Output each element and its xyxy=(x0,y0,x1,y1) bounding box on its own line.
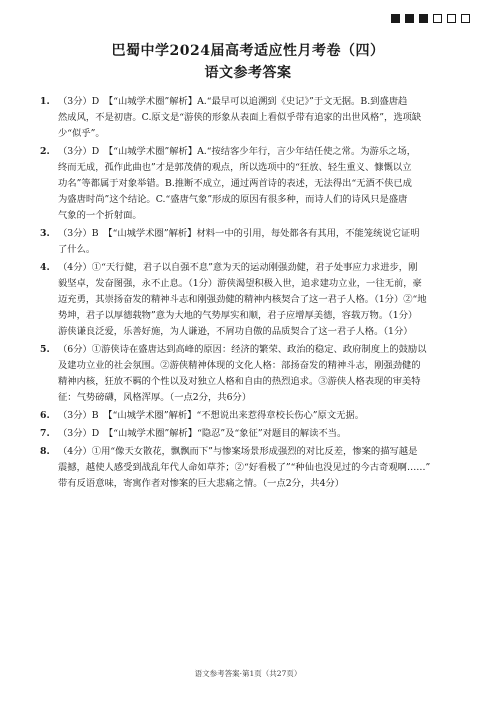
answer-text-line: 气象的一个折射面。 xyxy=(58,210,142,221)
answer-text-line: 带有反语意味，寄寓作者对惨案的巨大悲痛之情。（一点2分，共4分） xyxy=(58,478,345,489)
answer-text-line: （3分）D 【“山城学术圈”解析】“隐忍”及“象征”对题目的解读不当。 xyxy=(58,428,347,439)
answer-number: 3. xyxy=(40,228,50,239)
answer-item xyxy=(40,226,460,258)
answer-text-line: （4分）①“天行健，君子以自强不息”意为天的运动刚强劲健，君子处事应力求进步，刚 xyxy=(58,262,418,273)
empty-square-icon xyxy=(447,14,456,23)
answer-text-line: 震撼，越使人感受到战乱年代人命如草芥；②“好看极了”“种仙也没见过的今古奇观啊……” xyxy=(58,462,431,473)
answer-item xyxy=(40,342,460,406)
answer-list xyxy=(40,94,460,494)
filled-square-icon xyxy=(391,14,400,23)
answer-text-line: 精神内核，狂放不羁的个性以及对独立人格和自由的热烈追求。③游侠人格表现的审美特 xyxy=(58,376,421,387)
answer-text-line: 征：气势磅礴，风格浑厚。（一点2分，共6分） xyxy=(58,392,252,403)
answer-number: 1. xyxy=(40,96,50,107)
progress-squares xyxy=(391,14,470,23)
answer-text-line: 游侠谦良泛爱，乐善好施，为人谦逊，不屑功自傲的品质契合了这一君子人格。（1分） xyxy=(58,326,413,337)
answer-number: 7. xyxy=(40,428,50,439)
page-subtitle: 语文参考答案 xyxy=(204,65,292,81)
answer-item xyxy=(40,94,460,142)
answer-number: 4. xyxy=(40,262,50,273)
answer-number: 6. xyxy=(40,410,50,421)
answer-text-line: 为盛唐时尚”这个结论。C.“盛唐气象”形成的原因有很多种，而诗人们的诗风只是盛唐 xyxy=(58,194,408,205)
answer-item xyxy=(40,260,460,340)
answer-text-line: （3分）D 【“山城学术圈”解析】A.“按结客少年行，言少年结任使之常。为游乐之场， xyxy=(58,146,417,157)
answer-number: 8. xyxy=(40,446,50,457)
answer-text-line: 迈充勇，其崇扬奋发的精神斗志和刚强劲健的精神内核契合了这一君子人格。（1分）②“地 xyxy=(58,294,427,305)
answer-text-line: 然成风，不是初唐。C.原文是“游侠的形象从表面上看似乎带有追家的出世风格”，选项缺 xyxy=(58,112,422,123)
filled-square-icon xyxy=(419,14,428,23)
answer-item xyxy=(40,408,460,424)
answer-text-line: 势坤，君子以厚德载物”意为大地的气势厚实和顺，君子应增厚美德，容载万物。（1分） xyxy=(58,310,418,321)
empty-square-icon xyxy=(433,14,442,23)
answer-text-line: 终而无成，孤作此曲也”才是郭茂倩的观点，所以选项中的“狂放、轻生重义、慷慨以立 xyxy=(58,162,412,173)
answer-text-line: 及建功立业的社会氛围。②游侠精神体现的文化人格：部扬奋发的精神斗志，刚强劲健的 xyxy=(58,360,421,371)
answer-text-line: （3分）B 【“山城学术圈”解析】材料一中的引用，每处都各有其用，不能笼统说它证明 xyxy=(58,228,420,239)
filled-square-icon xyxy=(405,14,414,23)
answer-text-line: （6分）①游侠诗在盛唐达到高峰的原因：经济的繁荣、政治的稳定、政府制度上的鼓励以 xyxy=(58,344,427,355)
answer-text-line: 毅坚卓，发奋图强，永不止息。（1分）游侠渴望积极入世，追求建功立业，一往无前，豪 xyxy=(58,278,422,289)
answer-text-line: （3分）B 【“山城学术圈”解析】“不想说出来惹得章校长伤心”原文无据。 xyxy=(58,410,365,421)
answer-item xyxy=(40,144,460,224)
empty-square-icon xyxy=(461,14,470,23)
answer-number: 2. xyxy=(40,146,50,157)
answer-text-line: 少“似乎”。 xyxy=(58,128,105,139)
page-title: 巴蜀中学2024届高考适应性月考卷（四） xyxy=(111,43,385,59)
answer-text-line: 功名”等都属于对象举错。B.推断不成立，通过两首诗的表述，无法得出“无酒不侠已成 xyxy=(58,178,412,189)
answer-number: 5. xyxy=(40,344,50,355)
answer-text-line: 了什么。 xyxy=(58,244,96,255)
answer-text-line: （4分）①用“像天女散花，飘飘而下”与惨案场景形成强烈的对比反差，惨案的描写越是 xyxy=(58,446,418,457)
answer-item xyxy=(40,444,460,492)
page-footer: 语文参考答案·第1页（共27页） xyxy=(194,669,302,678)
answer-item xyxy=(40,426,460,442)
answer-text-line: （3分）D 【“山城学术圈”解析】A.“最早可以追溯到《史记》”于文无据。B.到盛唐趋 xyxy=(58,96,408,107)
